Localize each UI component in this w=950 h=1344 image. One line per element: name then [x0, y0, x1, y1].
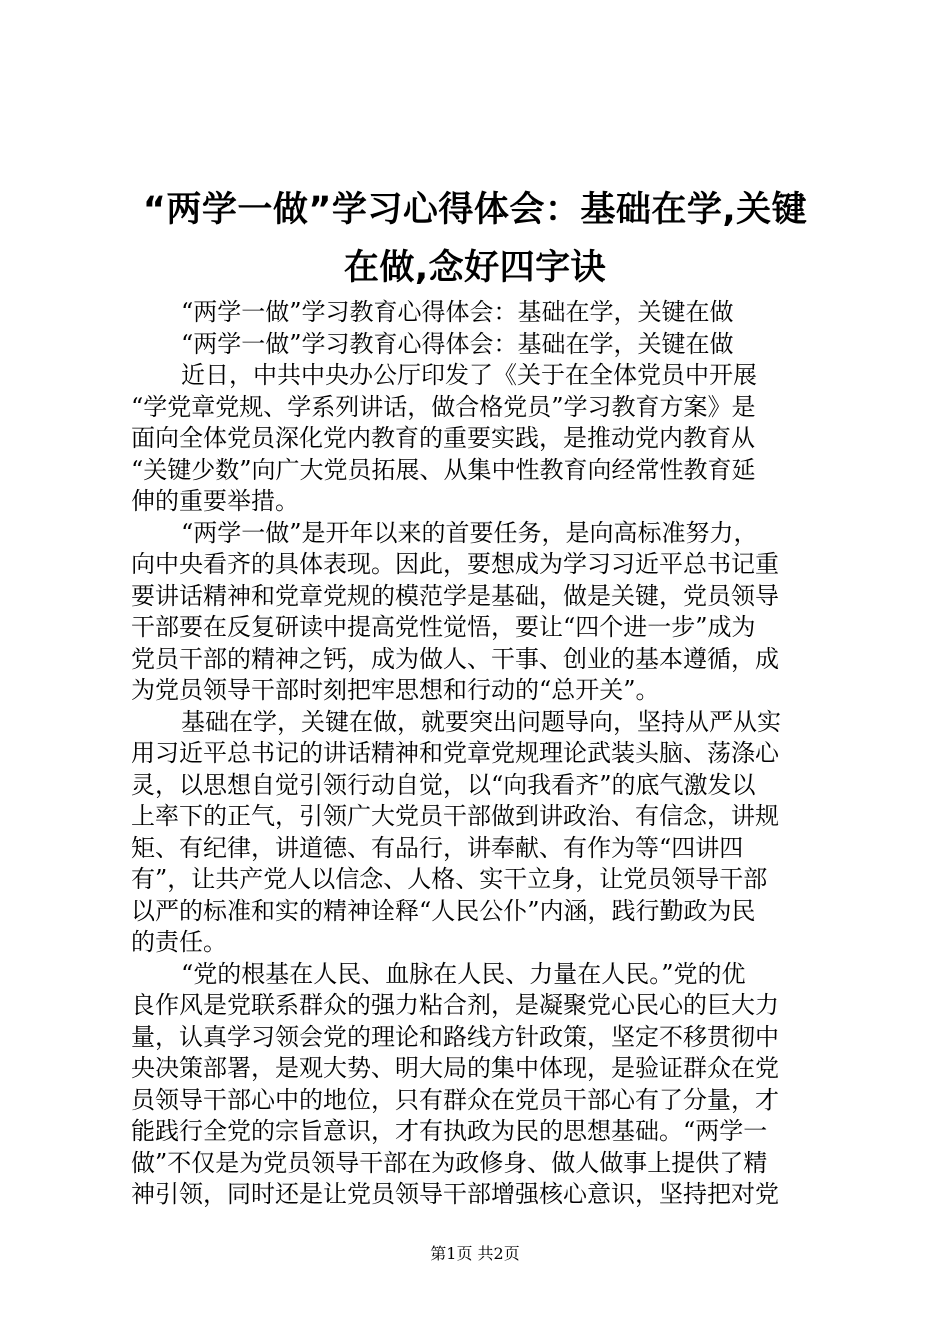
body-line: 用习近平总书记的讲话精神和党章党规理论武装头脑、荡涤心: [131, 739, 779, 767]
body-line: “关键少数”向广大党员拓展、从集中性教育向经常性教育延: [131, 455, 756, 484]
body-line: “两学一做”学习教育心得体会：基础在学，关键在做: [181, 329, 734, 358]
body-line: 做”不仅是为党员领导干部在为政修身、做人做事上提供了精: [131, 1148, 768, 1177]
body-line: 良作风是党联系群众的强力粘合剂，是凝聚党心民心的巨大力: [131, 991, 779, 1019]
body-line: 以严的标准和实的精神诠释“人民公仆”内涵，践行勤政为民: [131, 896, 756, 925]
document-body: [131, 297, 831, 1211]
body-line: 近日，中共中央办公厅印发了《关于在全体党员中开展: [181, 361, 757, 389]
document-title: [100, 181, 850, 297]
body-line: “学党章党规、学系列讲话，做合格党员”学习教育方案》是: [131, 392, 756, 421]
page-footer: 第1页 共2页: [430, 1244, 520, 1263]
body-line: 央决策部署，是观大势、明大局的集中体现，是验证群众在党: [131, 1054, 779, 1082]
body-line: 面向全体党员深化党内教育的重要实践，是推动党内教育从: [131, 424, 755, 452]
body-line: 伸的重要举措。: [131, 487, 299, 515]
body-line: 为党员领导干部时刻把牢思想和行动的“总开关”。: [131, 676, 660, 704]
body-line: 灵，以思想自觉引领行动自觉，以“向我看齐”的底气激发以: [131, 770, 756, 799]
body-line: 能践行全党的宗旨意识，才有执政为民的思想基础。“两学一: [131, 1117, 768, 1145]
body-line: 神引领，同时还是让党员领导干部增强核心意识，坚持把对党: [131, 1180, 779, 1208]
body-line: 向中央看齐的具体表现。因此，要想成为学习习近平总书记重: [131, 550, 779, 578]
title-line: “两学一做”学习心得体会：基础在学,关键: [142, 190, 808, 230]
title-line: 在做,念好四字诀: [343, 248, 607, 288]
body-line: 有”，让共产党人以信念、人格、实干立身，让党员领导干部: [131, 865, 768, 893]
body-line: 要讲话精神和党章党规的模范学是基础，做是关键，党员领导: [131, 581, 779, 610]
body-line: 上率下的正气，引领广大党员干部做到讲政治、有信念，讲规: [131, 802, 779, 830]
body-line: 员领导干部心中的地位，只有群众在党员干部心有了分量，才: [131, 1085, 779, 1114]
body-line: “两学一做”是开年以来的首要任务，是向高标准努力，: [181, 518, 758, 547]
body-line: 党员干部的精神之钙，成为做人、干事、创业的基本遵循，成: [131, 644, 779, 673]
body-line: “党的根基在人民、血脉在人民、力量在人民。”党的优: [181, 959, 746, 988]
body-line: 量，认真学习领会党的理论和路线方针政策，坚定不移贯彻中: [131, 1022, 779, 1051]
body-line: 矩、有纪律，讲道德、有品行，讲奉献、有作为等“四讲四: [131, 833, 744, 862]
body-line: “两学一做”学习教育心得体会：基础在学，关键在做: [181, 298, 734, 326]
body-line: 基础在学，关键在做，就要突出问题导向，坚持从严从实: [181, 707, 781, 736]
body-line: 干部要在反复研读中提高党性觉悟，要让“四个进一步”成为: [131, 613, 756, 641]
body-line: 的责任。: [131, 928, 227, 956]
